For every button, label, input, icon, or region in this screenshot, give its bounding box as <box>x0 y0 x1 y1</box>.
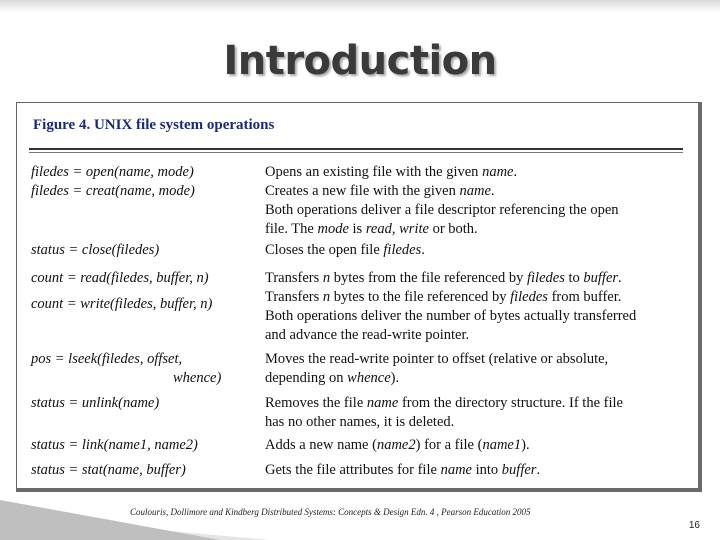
slide-title: Introduction <box>223 38 497 84</box>
op-link: status = link(name1, name2) <box>31 437 198 453</box>
desc-rw-1: Both operations deliver the number of bytes actually transferred <box>265 308 637 324</box>
desc-write: Transfers n bytes to the file referenced by filedes from buffer. <box>265 289 622 305</box>
figure-box <box>16 102 702 492</box>
corner-decoration <box>0 500 220 540</box>
desc-both-1: Both operations deliver a file descriptor referencing the open <box>265 202 619 218</box>
op-write: count = write(filedes, buffer, n) <box>31 296 213 312</box>
citation: Coulouris, Dollimore and Kindberg Distributed Systems: Concepts & Design Edn. 4 , Pearson Education 2005 <box>130 507 531 517</box>
op-lseek: pos = lseek(filedes, offset, <box>31 351 183 367</box>
desc-read: Transfers n bytes from the file referenced by filedes to buffer. <box>265 270 622 286</box>
desc-stat: Gets the file attributes for file name into buffer. <box>265 462 541 478</box>
caption-rule-thin <box>29 152 683 153</box>
op-lseek-cont: whence) <box>173 370 222 386</box>
op-creat: filedes = creat(name, mode) <box>31 183 195 199</box>
op-read: count = read(filedes, buffer, n) <box>31 270 209 286</box>
op-unlink: status = unlink(name) <box>31 395 160 411</box>
desc-rw-2: and advance the read-write pointer. <box>265 327 470 343</box>
desc-creat: Creates a new file with the given name. <box>265 183 495 199</box>
desc-unlink-2: has no other names, it is deleted. <box>265 414 455 430</box>
desc-open: Opens an existing file with the given name. <box>265 164 518 180</box>
desc-link: Adds a new name (name2) for a file (name1). <box>265 437 530 453</box>
desc-close: Closes the open file filedes. <box>265 242 425 258</box>
desc-unlink-1: Removes the file name from the directory structure. If the file <box>265 395 623 411</box>
op-stat: status = stat(name, buffer) <box>31 462 186 478</box>
op-open: filedes = open(name, mode) <box>31 164 194 180</box>
slide-number: 16 <box>688 520 700 531</box>
figure-caption: Figure 4. UNIX file system operations <box>33 117 275 133</box>
desc-both-2: file. The mode is read, write or both. <box>265 221 478 237</box>
desc-lseek-2: depending on whence). <box>265 370 400 386</box>
desc-lseek-1: Moves the read-write pointer to offset (relative or absolute, <box>265 351 609 367</box>
op-close: status = close(filedes) <box>31 242 160 258</box>
top-gradient-bar <box>0 0 720 12</box>
caption-rule-thick <box>29 148 683 150</box>
